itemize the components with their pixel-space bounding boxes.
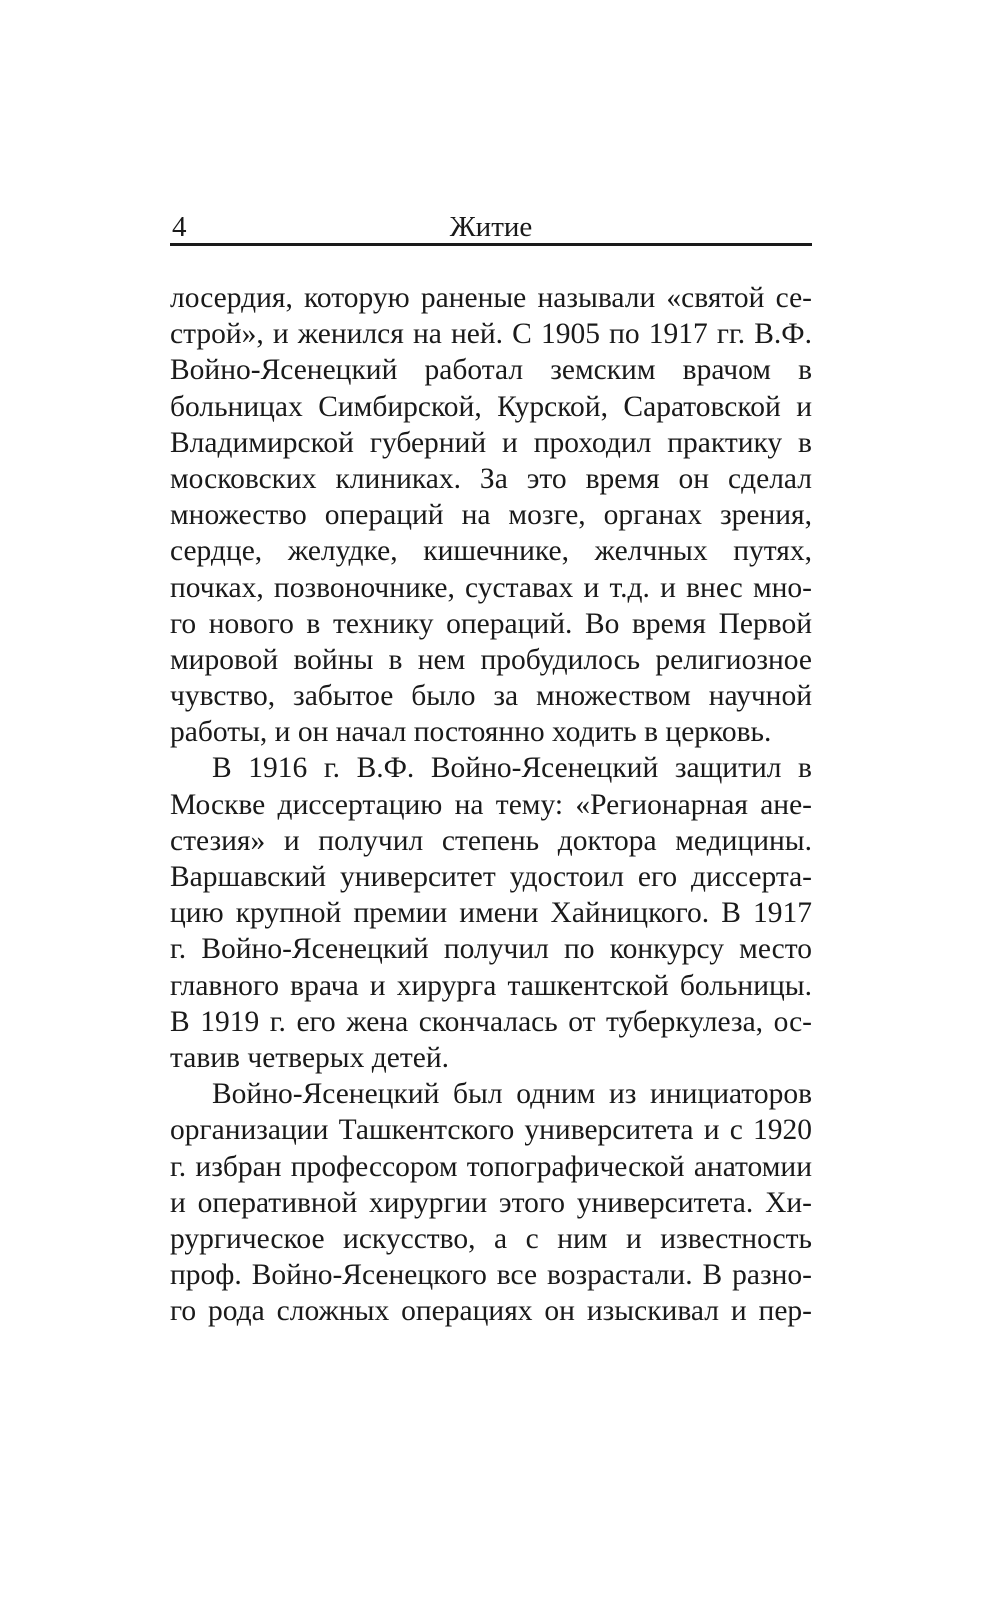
text-line: Владимирской губерний и проходил практику в bbox=[170, 426, 812, 459]
text-line: го нового в технику операций. Во время Первой bbox=[170, 607, 812, 640]
text-line: г. Войно-Ясенецкий получил по конкурсу место bbox=[170, 933, 812, 966]
text-line: цию крупной премии имени Хайницкого. В 1917 bbox=[170, 897, 812, 930]
text-line: го рода сложных операциях он изыскивал и пер- bbox=[170, 1295, 812, 1328]
text-line: проф. Войно-Ясенецкого все возрастали. В разно- bbox=[170, 1259, 812, 1292]
text-line: В 1916 г. В.Ф. Войно-Ясенецкий защитил в bbox=[212, 752, 812, 785]
text-line: лосердия, которую раненые называли «святой се- bbox=[170, 282, 812, 314]
text-line: В 1919 г. его жена скончалась от туберкулеза, ос- bbox=[170, 1005, 812, 1038]
text-line: главного врача и хирурга ташкентской больницы. bbox=[170, 969, 812, 1002]
header-rule bbox=[170, 243, 812, 246]
text-line: Москве диссертацию на тему: «Регионарная ане- bbox=[170, 788, 812, 821]
text-line: рургическое искусство, а с ним и известность bbox=[170, 1222, 812, 1255]
text-line: и оперативной хирургии этого университета. Хи- bbox=[170, 1186, 812, 1219]
text-line: работы, и он начал постоянно ходить в церковь. bbox=[170, 716, 772, 749]
text-line: сердце, желудке, кишечнике, желчных путях, bbox=[170, 535, 812, 568]
text-line: г. избран профессором топографической анатомии bbox=[170, 1150, 812, 1183]
page-number: 4 bbox=[172, 211, 187, 243]
text-line: Войно-Ясенецкий был одним из инициаторов bbox=[212, 1078, 812, 1111]
text-line: тавив четверых детей. bbox=[170, 1041, 449, 1074]
text-line: Варшавский университет удостоил его диссерта- bbox=[170, 861, 812, 893]
text-line: стезия» и получил степень доктора медицины. bbox=[170, 824, 812, 857]
body-text bbox=[170, 280, 812, 1329]
running-header bbox=[170, 209, 812, 245]
text-line: мировой войны в нем пробудилось религиозное bbox=[170, 643, 812, 676]
text-line: организации Ташкентского университета и с 1920 bbox=[170, 1114, 812, 1147]
text-line: больницах Симбирской, Курской, Саратовской и bbox=[170, 390, 812, 423]
running-title: Житие bbox=[449, 211, 533, 243]
text-line: Войно-Ясенецкий работал земским врачом в bbox=[170, 354, 812, 387]
text-line: строй», и женился на ней. С 1905 по 1917 гг. В.Ф. bbox=[170, 318, 812, 351]
text-line: чувство, забытое было за множеством научной bbox=[170, 680, 812, 713]
text-line: почках, позвоночнике, суставах и т.д. и внес мно- bbox=[170, 571, 812, 604]
text-line: множество операций на мозге, органах зрения, bbox=[170, 499, 812, 532]
text-line: московских клиниках. За это время он сделал bbox=[170, 462, 812, 495]
